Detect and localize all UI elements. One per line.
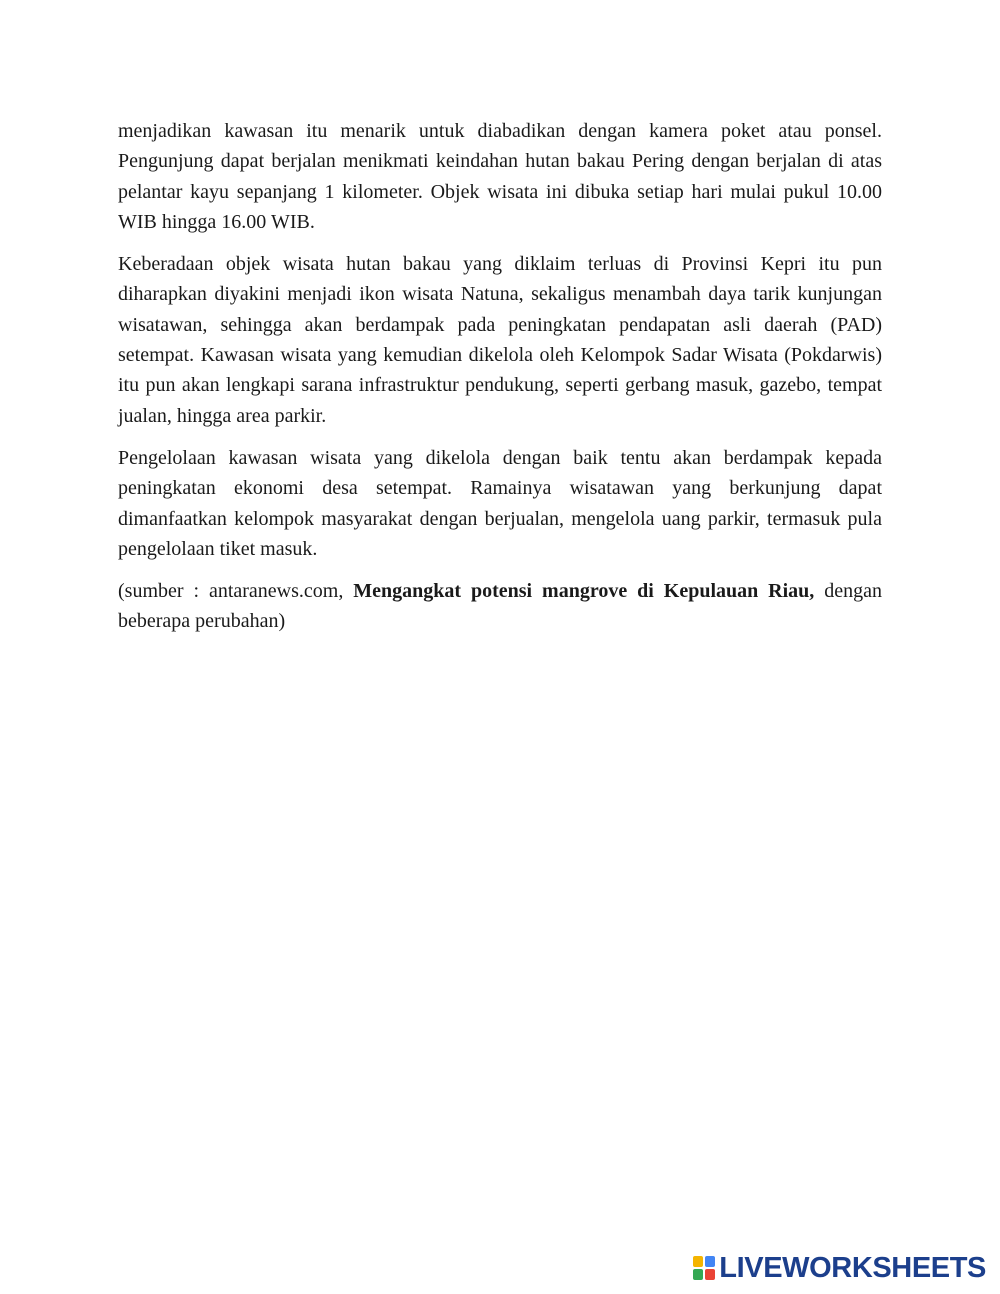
liveworksheets-logo-icon bbox=[693, 1256, 715, 1280]
source-suffix: dengan beberapa perubahan) bbox=[118, 580, 882, 633]
source-prefix: (sumber : antaranews.com, bbox=[118, 580, 354, 603]
brand-text: LIVEWORKSHEETS bbox=[719, 1252, 986, 1284]
document-body bbox=[118, 116, 882, 637]
source-title: Mengangkat potensi mangrove di Kepulauan Riau, bbox=[353, 580, 815, 603]
source-citation bbox=[118, 576, 882, 637]
liveworksheets-brand bbox=[693, 1254, 986, 1282]
paragraph-1: menjadikan kawasan itu menarik untuk diabadikan dengan kamera poket atau ponsel. Pengunjung dapat berjalan menikmati keindahan hutan bakau Pering dengan berjalan di atas pelantar kayu sepanjang 1 kilometer. Objek wisata ini dibuka setiap hari mulai pukul 10.00 WIB hingga 16.00 WIB. bbox=[118, 120, 882, 233]
logo-square-green bbox=[693, 1269, 703, 1280]
logo-square-blue bbox=[705, 1256, 715, 1267]
logo-square-yellow bbox=[693, 1256, 703, 1267]
paragraph-3: Pengelolaan kawasan wisata yang dikelola dengan baik tentu akan berdampak kepada peningkatan ekonomi desa setempat. Ramainya wisatawan yang berkunjung dapat dimanfaatkan kelompok masyarakat dengan berjualan, mengelola uang parkir, termasuk pula pengelolaan tiket masuk. bbox=[118, 446, 882, 560]
paragraph-2: Keberadaan objek wisata hutan bakau yang diklaim terluas di Provinsi Kepri itu pun diharapkan diyakini menjadi ikon wisata Natuna, sekaligus menambah daya tarik kunjungan wisatawan, sehingga akan berdampak pada peningkatan pendapatan asli daerah (PAD) setempat. Kawasan wisata yang kemudian dikelola oleh Kelompok Sadar Wisata (Pokdarwis) itu pun akan lengkapi sarana infrastruktur pendukung, seperti gerbang masuk, gazebo, tempat jualan, hingga area parkir. bbox=[118, 253, 882, 427]
logo-square-red bbox=[705, 1269, 715, 1280]
